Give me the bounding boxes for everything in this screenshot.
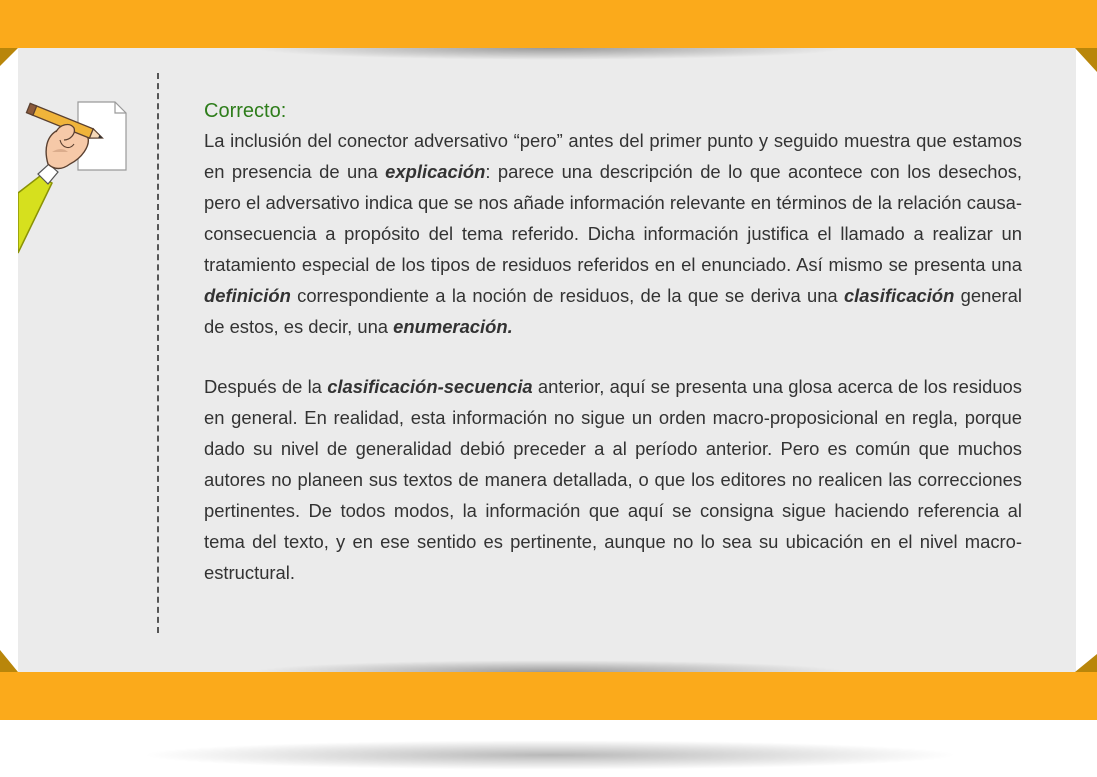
bottom-ribbon xyxy=(0,672,1097,720)
keyword-clasificacion-secuencia: clasificación-secuencia xyxy=(327,376,533,397)
feedback-text xyxy=(204,98,1022,588)
ribbon-fold-top-left xyxy=(0,48,18,66)
ribbon-fold-top-right xyxy=(1075,48,1097,72)
paragraph-1-text-2: : parece una descripción de lo que acontece con los desechos, pero el adversativo indica que se nos añade información relevante en términos de la relación causa-consecuencia a propósito del tema referido. Dicha información justifica el llamado a realizar un tratamiento especial de los tipos de residuos referidos en el enunciado. Así mismo se presenta una xyxy=(204,161,1022,275)
ribbon-shadow-top xyxy=(250,48,850,60)
paragraph-2-text-2: anterior, aquí se presenta una glosa acerca de los residuos en general. En realidad, esta información no sigue un orden macro-proposicional en regla, porque dado su nivel de generalidad debió preceder a al período anterior. Pero es común que muchos autores no planeen sus textos de manera detallada, o que los editores no realicen las correcciones pertinentes. De todos modos, la información que aquí se consigna sigue haciendo referencia al tema del texto, y en ese sentido es pertinente, aunque no lo sea su ubicación en el nivel macro-estructural. xyxy=(204,376,1022,583)
keyword-clasificacion: clasificación xyxy=(843,285,955,306)
result-heading: Correcto: xyxy=(204,100,287,122)
paragraph-2 xyxy=(204,371,1022,588)
keyword-enumeracion: enumeración. xyxy=(393,316,513,337)
paragraph-2-text-1: Después de la xyxy=(204,376,328,397)
paragraph-1-text-3: correspondiente a la noción de residuos, de la que se deriva una xyxy=(290,285,844,306)
keyword-explicacion: explicación xyxy=(385,161,486,182)
dashed-divider xyxy=(157,73,159,633)
floor-shadow xyxy=(140,740,960,770)
paragraph-1-text-4: general de estos, es decir, una xyxy=(204,285,1022,337)
ribbon-shadow-bottom xyxy=(250,660,850,672)
ribbon-fold-bottom-left xyxy=(0,650,18,672)
top-ribbon xyxy=(0,0,1097,48)
ribbon-fold-bottom-right xyxy=(1075,654,1097,672)
keyword-definicion: definición xyxy=(204,285,291,306)
paragraph-1-text-1: La inclusión del conector adversativo “pero” antes del primer punto y seguido muestra que estamos en presencia de una xyxy=(204,130,1022,182)
hand-writing-icon xyxy=(18,98,133,258)
paragraph-1 xyxy=(204,125,1022,342)
